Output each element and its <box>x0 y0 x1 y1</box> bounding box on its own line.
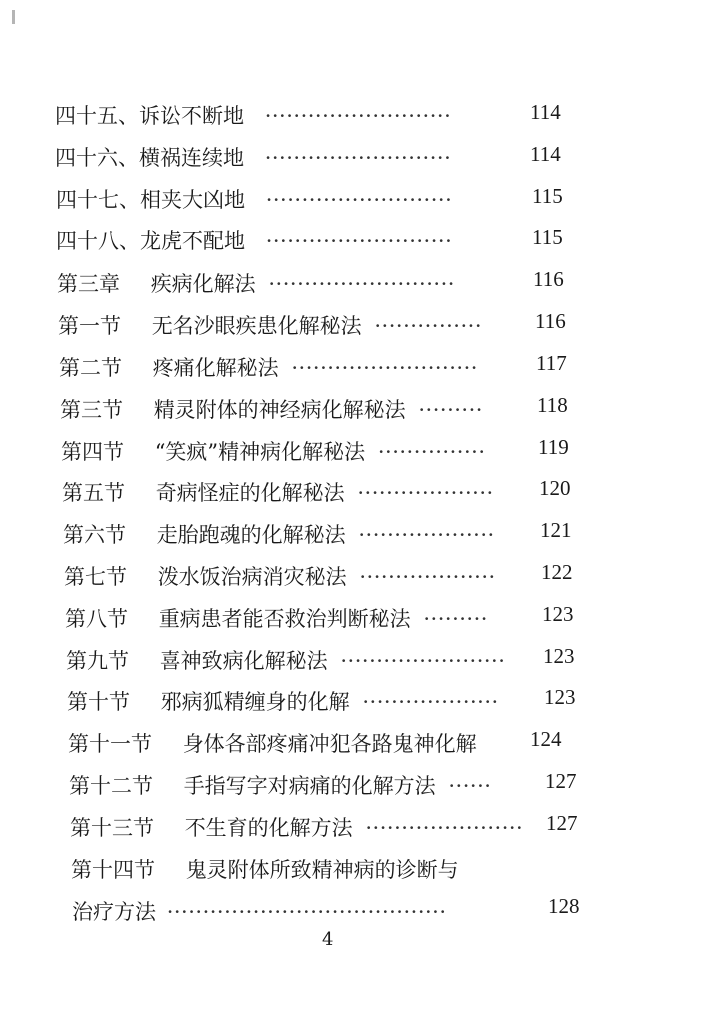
toc-entry <box>67 688 499 718</box>
toc-entry-label: 第十四节 <box>71 858 155 882</box>
toc-entry <box>55 144 451 174</box>
toc-entry-title: 手指写字对病痛的化解方法 <box>183 774 436 798</box>
toc-leader-dots: ·························· <box>264 104 452 128</box>
toc-entry-label: 第五节 <box>62 481 125 505</box>
toc-page-number: 121 <box>540 518 572 542</box>
toc-entry-label: 第十三节 <box>70 816 154 840</box>
toc-entry-label: 第六节 <box>63 523 126 547</box>
toc-page-number: 120 <box>539 476 571 500</box>
toc-entry <box>71 856 459 886</box>
toc-entry <box>66 647 505 677</box>
toc-entry-title: 喜神致病化解秘法 <box>159 649 328 673</box>
toc-leader-dots: ······ <box>448 774 492 798</box>
toc-leader-dots: ··················· <box>359 565 496 589</box>
toc-entry <box>70 814 523 844</box>
toc-entry-label: 第一节 <box>58 314 121 338</box>
toc-entry <box>69 772 491 802</box>
toc-entry-title: 邪病狐精缠身的化解 <box>160 690 350 714</box>
toc-entry-title: 四十八、龙虎不配地 <box>56 229 245 253</box>
toc-entry-label: 第十二节 <box>69 774 153 798</box>
toc-page-number: 118 <box>537 393 568 417</box>
toc-entry-continuation <box>72 898 447 928</box>
toc-entry-title: 精灵附体的神经病化解秘法 <box>153 398 406 422</box>
toc-entry-title: 疼痛化解秘法 <box>152 356 279 380</box>
toc-entry-title: 无名沙眼疾患化解秘法 <box>151 314 362 338</box>
toc-entry-label: 第七节 <box>64 565 127 589</box>
toc-leader-dots: ·························· <box>265 188 453 212</box>
toc-page-number: 128 <box>548 894 580 918</box>
page-footer-number: 4 <box>322 929 334 950</box>
toc-leader-dots: ······················ <box>365 816 524 840</box>
toc-entry-title: 四十七、相夹大凶地 <box>56 188 245 212</box>
toc-entry <box>56 227 452 257</box>
toc-leader-dots: ········· <box>418 398 483 422</box>
toc-leader-dots: ·························· <box>265 229 453 253</box>
toc-page-number: 123 <box>542 602 574 626</box>
toc-leader-dots: ··················· <box>362 690 499 714</box>
toc-entry <box>58 312 482 342</box>
toc-page-number: 115 <box>532 225 563 249</box>
toc-entry-title: “笑疯”精神病化解秘法 <box>154 440 366 464</box>
toc-entry <box>68 730 477 760</box>
toc-page-number: 114 <box>530 100 561 124</box>
toc-leader-dots: ··················· <box>358 523 495 547</box>
toc-page-number: 127 <box>546 811 578 835</box>
toc-entry-label: 第八节 <box>65 607 128 631</box>
toc-leader-dots: ······················· <box>340 649 506 673</box>
toc-entry-label: 第十一节 <box>68 732 152 756</box>
toc-page-number: 127 <box>545 769 577 793</box>
toc-entry-title: 四十六、横祸连续地 <box>55 146 244 170</box>
toc-entry <box>56 186 452 216</box>
toc-entry-title: 身体各部疼痛冲犯各路鬼神化解 <box>182 732 477 756</box>
toc-leader-dots: ········· <box>423 607 488 631</box>
toc-entry-label: 第三节 <box>60 398 123 422</box>
toc-entry <box>62 479 494 509</box>
toc-leader-dots: ·························· <box>264 146 452 170</box>
toc-page-number: 116 <box>535 309 566 333</box>
toc-entry-title: 治疗方法 <box>72 900 156 924</box>
toc-leader-dots: ··············· <box>377 440 486 464</box>
toc-entry <box>59 354 478 384</box>
toc-entry-title: 鬼灵附体所致精神病的诊断与 <box>185 858 459 882</box>
toc-leader-dots: ··················· <box>357 481 494 505</box>
toc-entry-chapter <box>57 270 455 300</box>
toc-entry <box>63 521 495 551</box>
toc-entry-title: 不生育的化解方法 <box>184 816 353 840</box>
toc-page-number: 119 <box>538 435 569 459</box>
toc-entry <box>65 605 488 635</box>
toc-entry-title: 走胎跑魂的化解秘法 <box>156 523 346 547</box>
toc-page-number: 115 <box>532 184 563 208</box>
toc-entry-title: 奇病怪症的化解秘法 <box>155 481 345 505</box>
toc-page-number: 114 <box>530 142 561 166</box>
toc-entry-label: 第九节 <box>66 649 129 673</box>
toc-entry-title: 四十五、诉讼不断地 <box>55 104 244 128</box>
toc-page-number: 123 <box>543 644 575 668</box>
toc-entry-title: 重病患者能否救治判断秘法 <box>158 607 411 631</box>
toc-entry <box>60 396 483 426</box>
toc-leader-dots: ··············· <box>374 314 483 338</box>
toc-entry <box>61 438 486 468</box>
toc-leader-dots: ·························· <box>291 356 478 380</box>
toc-entry-title: 泼水饭治病消灾秘法 <box>157 565 347 589</box>
toc-leader-dots: ······································· <box>166 900 447 924</box>
toc-entry-label: 第三章 <box>57 272 120 296</box>
toc-entry-title: 疾病化解法 <box>150 272 256 296</box>
toc-leader-dots: ·························· <box>268 272 455 296</box>
toc-entry-label: 第四节 <box>61 440 124 464</box>
toc-entry <box>55 102 451 132</box>
toc-entry-label: 第十节 <box>67 690 130 714</box>
toc-entry <box>64 563 496 593</box>
toc-entry-label: 第二节 <box>59 356 122 380</box>
toc-page-number: 116 <box>533 267 564 291</box>
toc-page-number: 122 <box>541 560 573 584</box>
toc-page-number: 117 <box>536 351 567 375</box>
toc-page-number: 124 <box>530 727 562 751</box>
toc-page-number: 123 <box>544 685 576 709</box>
